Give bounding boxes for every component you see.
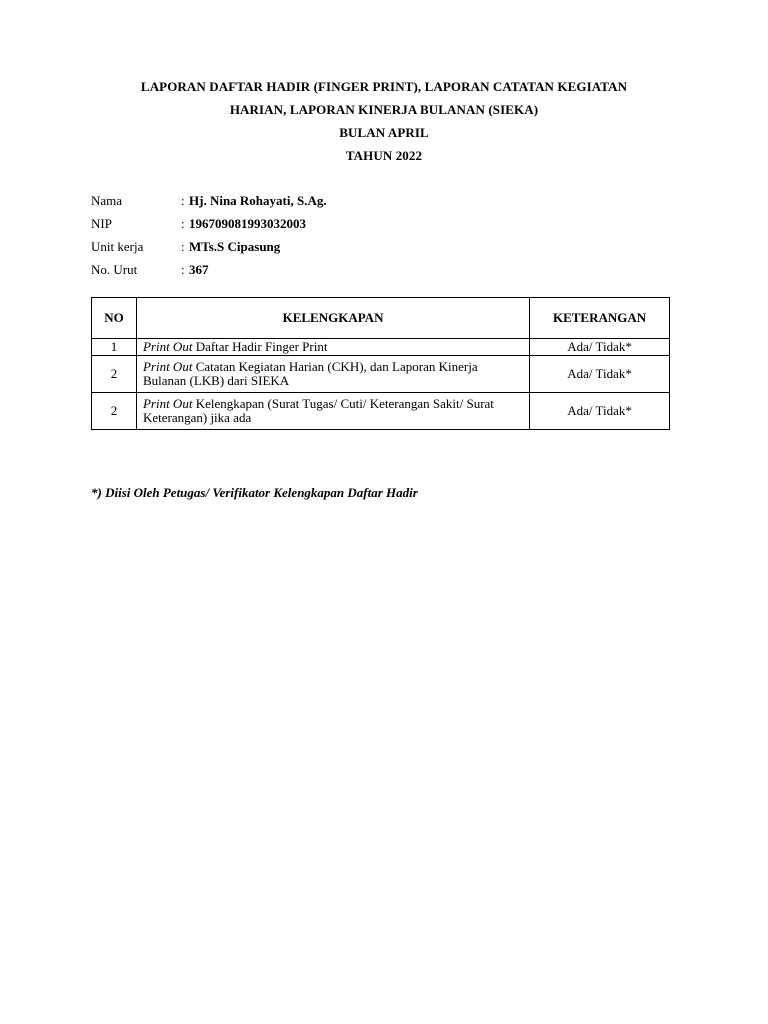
- info-row-nama: [91, 192, 327, 215]
- cell-kelengkapan: [136, 356, 529, 393]
- kelengkapan-table: [91, 297, 670, 430]
- header-no: NO: [92, 298, 137, 339]
- employee-info: [91, 192, 327, 284]
- cell-prefix: Print Out: [142, 359, 193, 374]
- cell-keterangan: Ada/ Tidak*: [530, 356, 670, 393]
- info-row-nip: [91, 215, 327, 238]
- title-year: TAHUN 2022: [345, 148, 423, 163]
- header-kelengkapan: KELENGKAPAN: [136, 298, 529, 339]
- table-row: [92, 356, 670, 393]
- info-label: No. Urut: [91, 262, 138, 277]
- cell-text: Catatan Kegiatan Harian (CKH), dan Laporan Kinerja Bulanan (LKB) dari SIEKA: [142, 359, 478, 388]
- table-row: [92, 339, 670, 356]
- table-row: [92, 393, 670, 430]
- info-separator: :: [181, 216, 185, 231]
- title-line-2: HARIAN, LAPORAN KINERJA BULANAN (SIEKA): [229, 102, 539, 117]
- cell-text: Daftar Hadir Finger Print: [192, 339, 328, 354]
- cell-no: 1: [92, 339, 137, 356]
- table-header-row: [92, 298, 670, 339]
- document-title: [0, 78, 768, 170]
- info-label: NIP: [91, 216, 112, 231]
- info-separator: :: [181, 239, 185, 254]
- cell-keterangan: Ada/ Tidak*: [530, 393, 670, 430]
- info-separator: :: [181, 262, 185, 277]
- footnote: *) Diisi Oleh Petugas/ Verifikator Kelengkapan Daftar Hadir: [91, 485, 418, 500]
- cell-kelengkapan: [136, 393, 529, 430]
- info-value-nip: 196709081993032003: [189, 216, 306, 231]
- info-value-nama: Hj. Nina Rohayati, S.Ag.: [189, 193, 327, 208]
- cell-kelengkapan: [136, 339, 529, 356]
- info-value-unit-kerja: MTs.S Cipasung: [189, 239, 281, 254]
- title-line-1: LAPORAN DAFTAR HADIR (FINGER PRINT), LAPORAN CATATAN KEGIATAN: [140, 79, 628, 94]
- cell-prefix: Print Out: [142, 396, 193, 411]
- info-row-unit-kerja: [91, 238, 327, 261]
- header-keterangan: KETERANGAN: [530, 298, 670, 339]
- cell-prefix: Print Out: [142, 339, 193, 354]
- info-row-no-urut: [91, 261, 327, 284]
- info-label: Unit kerja: [91, 239, 144, 254]
- cell-text: Kelengkapan (Surat Tugas/ Cuti/ Keterangan Sakit/ Surat Keterangan) jika ada: [142, 396, 494, 425]
- title-month: BULAN APRIL: [339, 125, 429, 140]
- info-label: Nama: [91, 193, 123, 208]
- cell-no: 2: [92, 393, 137, 430]
- info-separator: :: [181, 193, 185, 208]
- cell-no: 2: [92, 356, 137, 393]
- cell-keterangan: Ada/ Tidak*: [530, 339, 670, 356]
- info-value-no-urut: 367: [189, 262, 209, 277]
